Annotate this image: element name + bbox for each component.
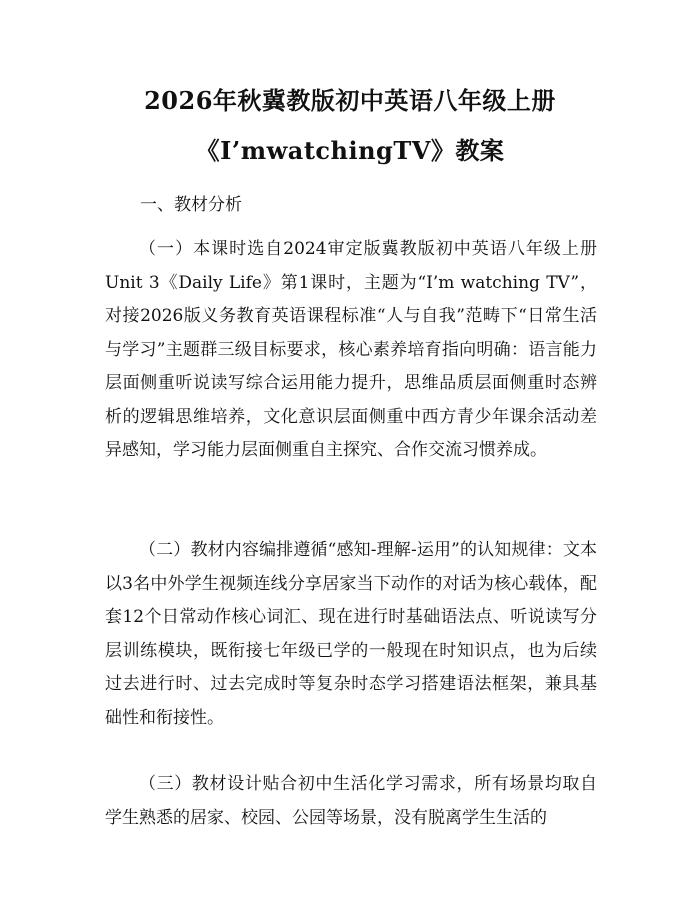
document-title-line-1: 2026年秋冀教版初中英语八年级上册	[144, 86, 556, 115]
document-title-line-2: 《I’mwatchingTV》教案	[195, 136, 505, 165]
paragraph-3: （三）教材设计贴合初中生活化学习需求，所有场景均取自学生熟悉的居家、校园、公园等场景，没有脱离学生生活的	[105, 774, 597, 828]
paragraph-1: （一）本课时选自2024审定版冀教版初中英语八年级上册Unit 3《Daily Life》第1课时，主题为“I’m watching TV”，对接2026版义务教育英语课程标准“人与自我”范畴下“日常生活与学习”主题群三级目标要求，核心素养培育指向明确：语言能力层面侧重听说读写综合运用能力提升，思维品质层面侧重时态辨析的逻辑思维培养，文化意识层面侧重中西方青少年课余活动差异感知，学习能力层面侧重自主探究、合作交流习惯养成。	[105, 239, 597, 460]
section-heading: 一、教材分析	[140, 195, 242, 215]
paragraph-2: （二）教材内容编排遵循“感知-理解-运用”的认知规律：文本以3名中外学生视频连线分享居家当下动作的对话为核心载体，配套12个日常动作核心词汇、现在进行时基础语法点、听说读写分层训练模块，既衔接七年级已学的一般现在时知识点，也为后续过去进行时、过去完成时等复杂时态学习搭建语法框架，兼具基础性和衔接性。	[105, 540, 597, 728]
